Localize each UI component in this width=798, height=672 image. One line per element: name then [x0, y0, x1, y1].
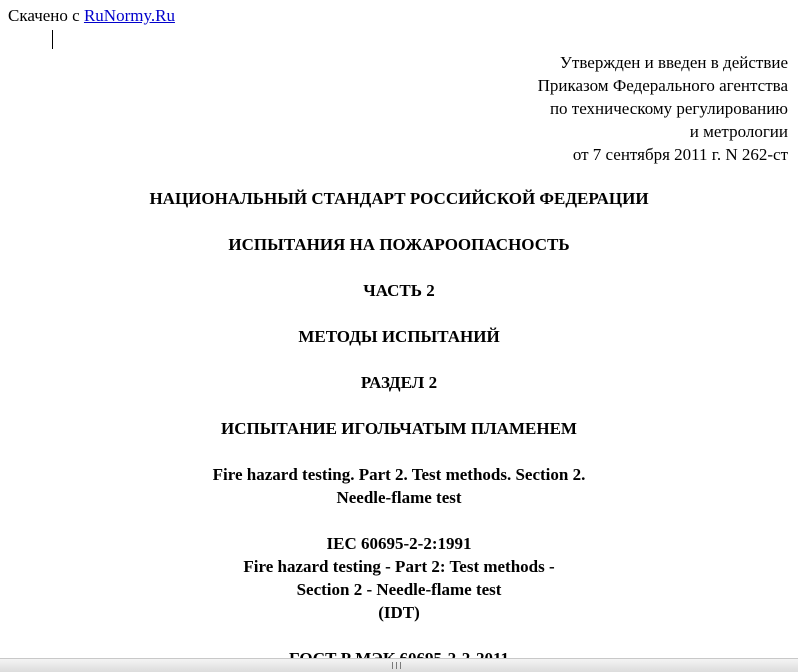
horizontal-scrollbar[interactable] [0, 658, 798, 672]
standard-national-heading: НАЦИОНАЛЬНЫЙ СТАНДАРТ РОССИЙСКОЙ ФЕДЕРАЦИИ [149, 189, 649, 208]
text-caret [52, 30, 53, 49]
part-heading: ЧАСТЬ 2 [363, 281, 435, 300]
iec-title-line: Fire hazard testing - Part 2: Test methods - [243, 557, 555, 576]
download-prefix: Скачено с [8, 6, 84, 25]
download-source-line [8, 6, 175, 26]
english-title-line: Fire hazard testing. Part 2. Test methods. Section 2. [212, 465, 586, 484]
runormy-link[interactable]: RuNormy.Ru [83, 6, 175, 25]
methods-heading: МЕТОДЫ ИСПЫТАНИЙ [298, 327, 500, 346]
iec-identity-mark: (IDT) [378, 603, 420, 622]
approval-line: от 7 сентября 2011 г. N 262-ст [572, 145, 788, 164]
standard-title-block [0, 187, 798, 670]
iec-title-line: Section 2 - Needle-flame test [296, 580, 502, 599]
approval-line: и метрологии [689, 122, 788, 141]
approval-line: Приказом Федерального агентства [537, 76, 788, 95]
test-name-heading: ИСПЫТАНИЕ ИГОЛЬЧАТЫМ ПЛАМЕНЕМ [221, 419, 577, 438]
section-heading: РАЗДЕЛ 2 [360, 373, 438, 392]
english-title-line: Needle-flame test [336, 488, 462, 507]
approval-line: по техническому регулированию [549, 99, 788, 118]
standard-topic-heading: ИСПЫТАНИЯ НА ПОЖАРООПАСНОСТЬ [228, 235, 570, 254]
approval-line: Утвержден и введен в действие [559, 53, 788, 72]
approval-block [538, 51, 788, 166]
iec-code: IEC 60695-2-2:1991 [326, 534, 472, 553]
scrollbar-grip-icon[interactable] [392, 662, 404, 669]
